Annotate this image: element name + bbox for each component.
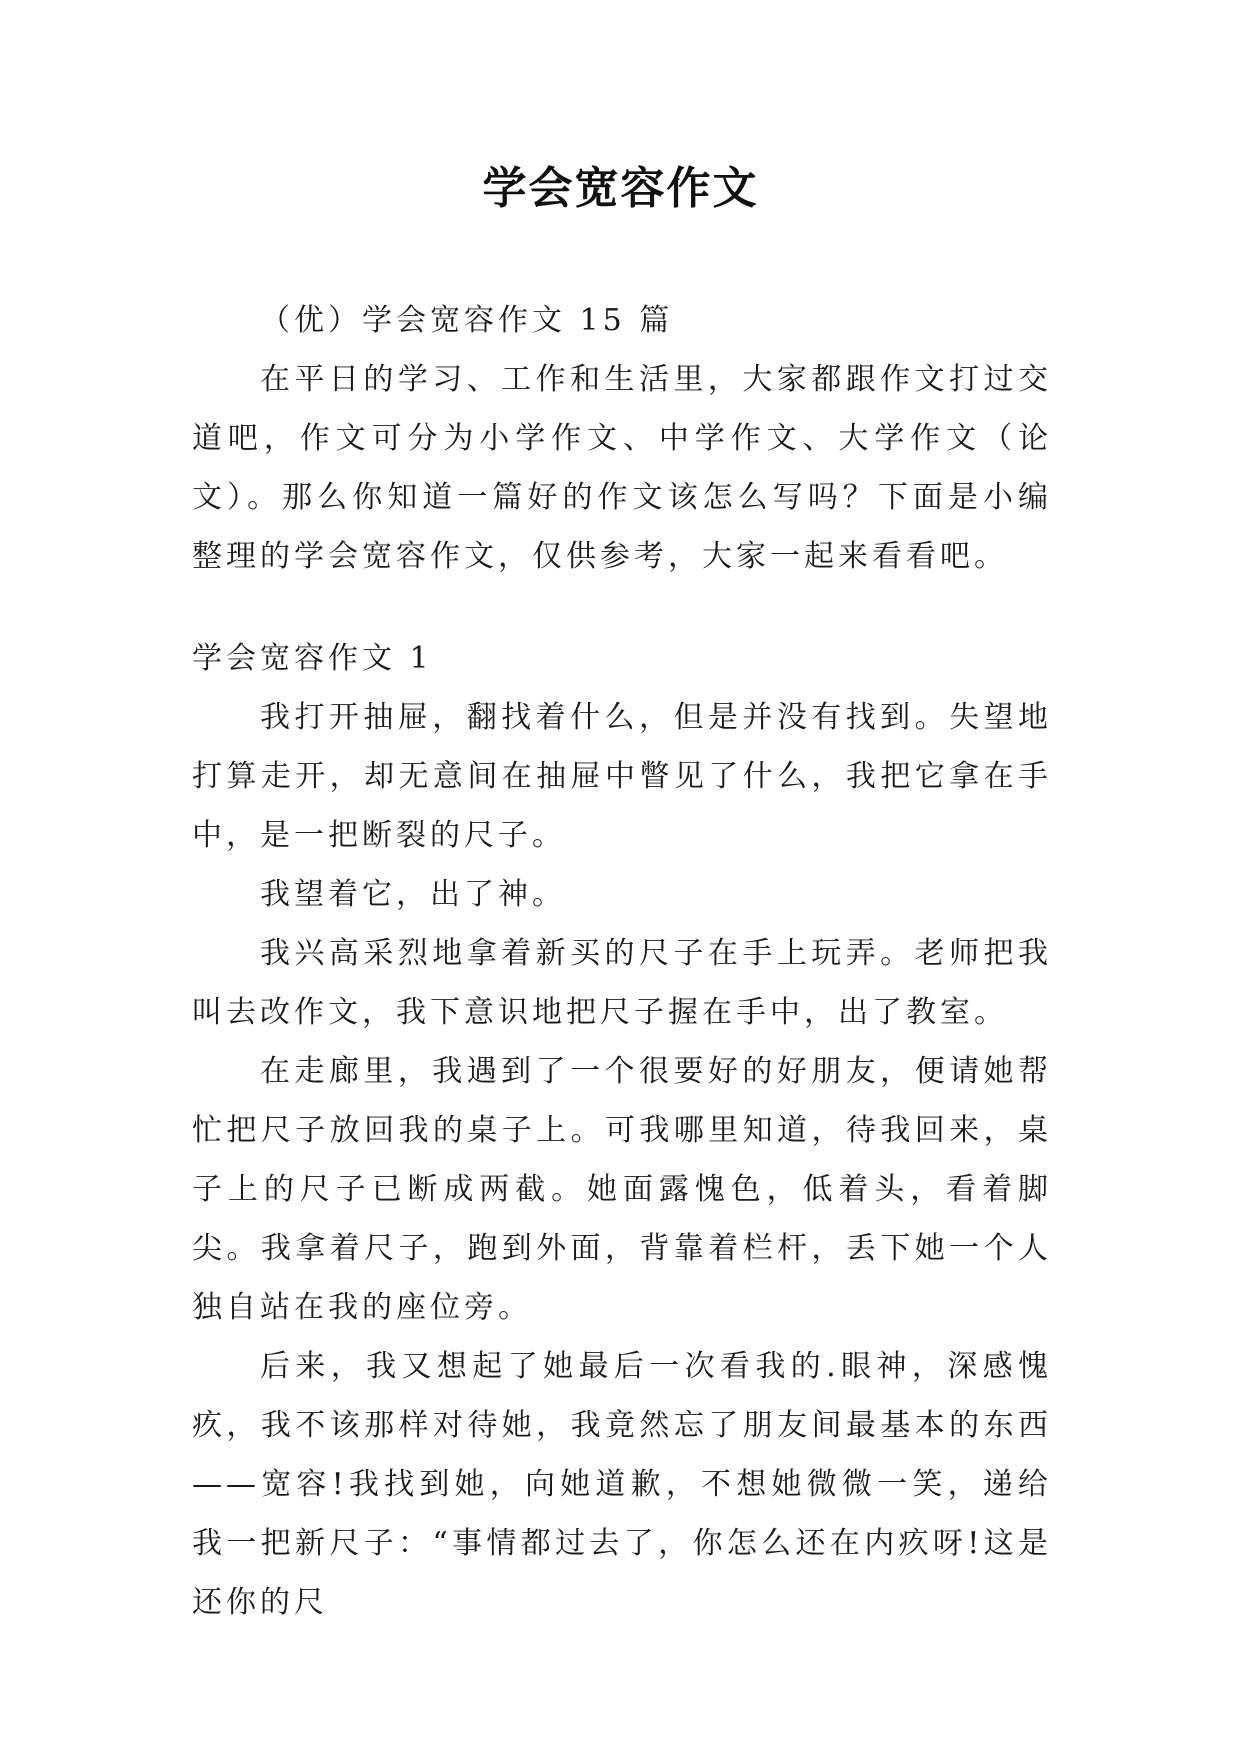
intro-paragraph: 在平日的学习、工作和生活里，大家都跟作文打过交道吧，作文可分为小学作文、中学作文、大学作文（论文）。那么你知道一篇好的作文该怎么写吗？下面是小编整理的学会宽容作文，仅供参考，大家一起来看看吧。 [192, 362, 1052, 574]
document-body [192, 291, 1052, 1632]
body-paragraph: 我打开抽屉，翻找着什么，但是并没有找到。失望地打算走开，却无意间在抽屉中瞥见了什么，我把它拿在手中，是一把断裂的尺子。 [192, 700, 1052, 853]
section-spacer [192, 586, 1052, 629]
document-title: 学会宽容作文 [482, 163, 759, 214]
body-paragraph: 我望着它，出了神。 [260, 877, 566, 912]
section-heading: 学会宽容作文 1 [192, 641, 433, 676]
body-paragraph: 后来，我又想起了她最后一次看我的.眼神，深感愧疚，我不该那样对待她，我竟然忘了朋友间最基本的东西——宽容!我找到她，向她道歉，不想她微微一笑，递给我一把新尺子：“事情都过去了，你怎么还在内疚呀!这是还你的尺 [192, 1349, 1052, 1620]
document-subtitle: （优）学会宽容作文 15 篇 [260, 303, 674, 338]
body-paragraph: 我兴高采烈地拿着新买的尺子在手上玩弄。老师把我叫去改作文，我下意识地把尺子握在手中，出了教室。 [192, 936, 1052, 1030]
body-paragraph: 在走廊里，我遇到了一个很要好的好朋友，便请她帮忙把尺子放回我的桌子上。可我哪里知道，待我回来，桌子上的尺子已断成两截。她面露愧色，低着头，看着脚尖。我拿着尺子，跑到外面，背靠着栏杆，丢下她一个人独自站在我的座位旁。 [192, 1054, 1052, 1325]
